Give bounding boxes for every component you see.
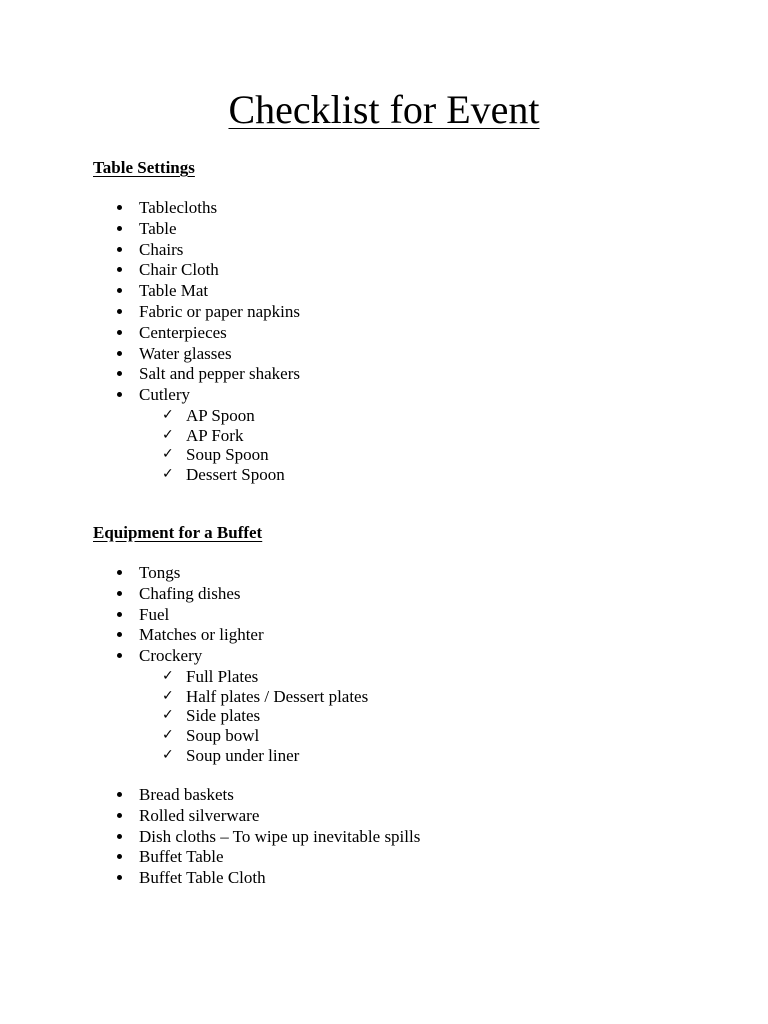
sub-list-item (0, 406, 768, 426)
list-item-text: Table Mat (139, 281, 209, 301)
list-item-text: Bread baskets (139, 785, 234, 804)
buffet-equipment-list-continued (0, 785, 768, 889)
bullet-dot-icon (114, 625, 124, 646)
checkmark-icon: ✓ (162, 667, 174, 684)
sub-list-item-text: AP Fork (186, 425, 244, 445)
sub-list-item (0, 746, 768, 766)
bullet-dot-icon (114, 260, 124, 281)
list-item-text: Cutlery (139, 385, 190, 405)
bullet-dot-icon (114, 584, 124, 605)
bullet-dot-icon (114, 646, 124, 667)
list-item-text: Chafing dishes (139, 583, 241, 603)
list-item-text: Table (139, 218, 177, 238)
list-item-text: Buffet Table (139, 847, 224, 867)
bullet-dot-icon (114, 827, 124, 848)
list-item-text: Water glasses (139, 343, 232, 363)
checkmark-icon: ✓ (162, 426, 174, 443)
list-item (0, 198, 768, 219)
list-item (0, 219, 768, 240)
checkmark-icon: ✓ (162, 727, 174, 744)
bullet-dot-icon (114, 785, 124, 806)
bullet-dot-icon (114, 219, 124, 240)
bullet-dot-icon (114, 198, 124, 219)
sub-list-item (0, 426, 768, 446)
sub-list-item-text: Full Plates (186, 666, 259, 686)
list-item (0, 584, 768, 605)
bullet-dot-icon (114, 302, 124, 323)
sub-list-item-text: Soup under liner (186, 745, 300, 765)
checkmark-icon: ✓ (162, 446, 174, 463)
bullet-dot-icon (114, 847, 124, 868)
list-item (0, 385, 768, 406)
list-item-text: Salt and pepper shakers (139, 364, 300, 384)
list-item (0, 646, 768, 667)
section-heading-table-settings: Table Settings (93, 158, 195, 177)
bullet-dot-icon (114, 240, 124, 261)
sub-list-item (0, 667, 768, 687)
list-item (0, 323, 768, 344)
checkmark-icon: ✓ (162, 687, 174, 704)
checkmark-icon: ✓ (162, 746, 174, 763)
list-item-text: Centerpieces (139, 322, 227, 342)
sub-list-item-text: Soup bowl (186, 726, 260, 746)
sub-list-item-text: Half plates / Dessert plates (186, 686, 369, 706)
list-item-text: Crockery (139, 646, 203, 666)
sub-list-item (0, 726, 768, 746)
list-item-text: Fuel (139, 604, 170, 624)
list-item (0, 625, 768, 646)
list-item (0, 827, 768, 848)
sub-list-item-text: AP Spoon (186, 405, 255, 425)
list-item (0, 260, 768, 281)
bullet-dot-icon (114, 344, 124, 365)
checkmark-icon: ✓ (162, 406, 174, 423)
list-item-text: Rolled silverware (139, 805, 260, 825)
section-heading-equipment-buffet: Equipment for a Buffet (93, 523, 263, 542)
list-item-text: Tongs (139, 563, 181, 582)
sub-list-item (0, 706, 768, 726)
list-item-text: Buffet Table Cloth (139, 868, 266, 888)
bullet-dot-icon (114, 385, 124, 406)
sub-list-item-text: Soup Spoon (186, 445, 269, 465)
list-item-text: Tablecloths (139, 198, 218, 217)
sub-list-item-text: Side plates (186, 706, 261, 726)
list-item (0, 806, 768, 827)
list-item (0, 563, 768, 584)
bullet-dot-icon (114, 605, 124, 626)
list-item-text: Matches or lighter (139, 625, 264, 645)
bullet-dot-icon (114, 806, 124, 827)
list-item (0, 281, 768, 302)
list-item (0, 847, 768, 868)
page-title: Checklist for Event (228, 87, 540, 132)
bullet-dot-icon (114, 364, 124, 385)
list-item (0, 240, 768, 261)
list-item (0, 868, 768, 889)
bullet-dot-icon (114, 323, 124, 344)
sub-list-item-text: Dessert Spoon (186, 465, 285, 485)
sub-list-item (0, 465, 768, 485)
list-item (0, 344, 768, 365)
list-item (0, 364, 768, 385)
list-item-text: Chair Cloth (139, 260, 219, 280)
checkmark-icon: ✓ (162, 466, 174, 483)
sub-list-item (0, 687, 768, 707)
list-item (0, 302, 768, 323)
sub-list-item (0, 445, 768, 465)
list-item-text: Fabric or paper napkins (139, 301, 300, 321)
list-item-text: Chairs (139, 239, 184, 259)
list-item-text: Dish cloths – To wipe up inevitable spills (139, 826, 421, 846)
checkmark-icon: ✓ (162, 707, 174, 724)
list-item (0, 785, 768, 806)
bullet-dot-icon (114, 868, 124, 889)
list-item (0, 605, 768, 626)
bullet-dot-icon (114, 563, 124, 584)
buffet-equipment-list (0, 563, 768, 765)
bullet-dot-icon (114, 281, 124, 302)
table-settings-list (0, 198, 768, 485)
